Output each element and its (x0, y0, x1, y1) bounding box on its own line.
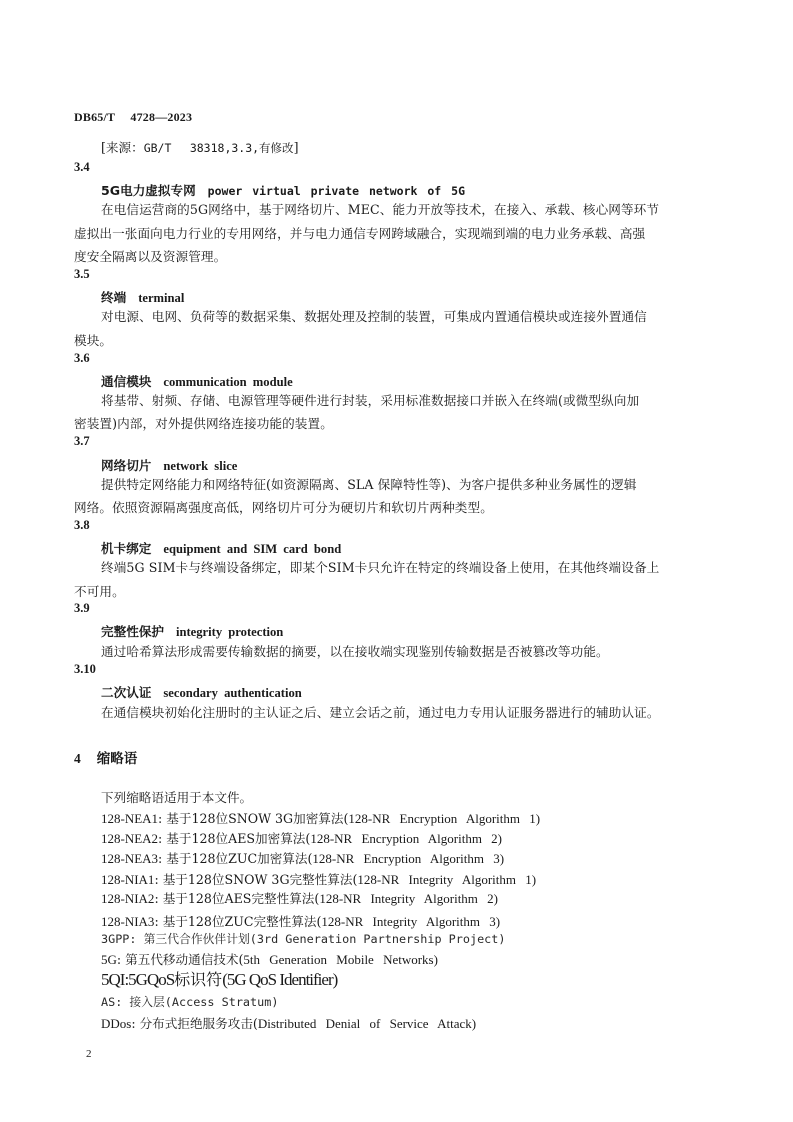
abbr-code: 128-NEA1 (101, 811, 159, 826)
source-suffix: ] (293, 140, 299, 155)
abbr-sep: : (154, 891, 163, 906)
clause-number: 3.5 (74, 267, 90, 281)
abbr-sep: : (158, 851, 167, 866)
abbreviation-entry (101, 949, 438, 968)
definition-text: 终端5G SIM卡与终端设备绑定，即某个SIM卡只允许在特定的终端设备上使用，在其他终端设备上 (101, 560, 660, 575)
term-en: integrity protection (175, 625, 284, 639)
clause-number: 3.7 (74, 434, 90, 448)
abbr-en: Distributed Denial of Service Attack) (257, 1016, 477, 1031)
abbreviation-entry (101, 808, 540, 827)
term-heading (101, 455, 237, 474)
abbr-zh: : 第五代移动通信技术( (116, 952, 244, 967)
definition-text: 在通信模块初始化注册时的主认证之后、建立会话之前，通过电力专用认证服务器进行的辅助认证。 (101, 705, 660, 720)
clause-number: 3.6 (74, 351, 90, 365)
definition-text: 将基带、射频、存储、电源管理等硬件进行封装，采用标准数据接口并嵌入在终端(或微型纵向加 (101, 393, 640, 408)
abbr-zh: : 分布式拒绝服务攻击( (131, 1016, 258, 1031)
clause-number: 3.8 (74, 518, 90, 532)
abbreviation-entry (101, 869, 536, 888)
page-number: 2 (86, 1048, 92, 1060)
abbr-en: 128-NR Encryption Algorithm 3) (312, 851, 505, 866)
section-intro: 下列缩略语适用于本文件。 (101, 790, 253, 805)
source-ref: GB/T 38318,3.3,有修改 (143, 141, 294, 155)
abbr-zh: 基于128位AES加密算法( (166, 831, 311, 846)
term-zh: 5G电力虚拟专网 (101, 183, 196, 198)
abbr-sep: : (158, 811, 167, 826)
term-heading (101, 682, 302, 701)
term-en: equipment and SIM card bond (163, 542, 342, 556)
abbr-zh: 基于128位SNOW 3G完整性算法( (162, 872, 358, 887)
definition-text: 不可用。 (74, 584, 125, 599)
abbreviation-entry (101, 967, 337, 990)
term-en: network slice (163, 459, 238, 473)
abbreviation-entry (101, 1013, 476, 1032)
definition-text: 在电信运营商的5G网络中，基于网络切片、MEC、能力开放等技术，在接入、承载、核心网等环节 (101, 202, 660, 217)
definition-text: 通过哈希算法形成需要传输数据的摘要，以在接收端实现鉴别传输数据是否被篡改等功能。 (101, 644, 609, 659)
term-en: secondary authentication (163, 686, 302, 700)
abbreviation-entry (101, 828, 502, 847)
abbreviation-entry (101, 911, 500, 930)
definition-text: 密装置)内部，对外提供网络连接功能的装置。 (74, 416, 333, 431)
source-note (101, 137, 298, 156)
abbr-zh: 标识符 (174, 970, 223, 989)
abbr-en: 5th Generation Mobile Networks) (243, 952, 438, 967)
abbreviation-entry (101, 993, 278, 1010)
section-heading (74, 747, 137, 767)
abbr-en: 128-NR Encryption Algorithm 2) (310, 831, 503, 846)
clause-number: 3.10 (74, 662, 96, 676)
abbr-en: 128-NR Encryption Algorithm 1) (348, 811, 541, 826)
abbreviation-entry (101, 930, 505, 947)
section-title: 缩略语 (96, 751, 138, 767)
abbr-code: 5G (101, 952, 117, 967)
term-heading (101, 621, 283, 640)
abbr-code: 3GPP (101, 932, 130, 946)
abbr-code: 128-NIA2 (101, 891, 155, 906)
abbreviation-entry (101, 848, 504, 867)
abbreviation-entry (101, 888, 498, 907)
abbr-text: : 第三代合作伙伴计划(3rd Generation Partnership Project) (129, 932, 506, 946)
abbr-code: 128-NIA1 (101, 872, 155, 887)
abbr-zh: 基于128位ZUC加密算法( (166, 851, 313, 866)
term-zh: 通信模块 (101, 374, 152, 389)
term-heading (101, 371, 293, 390)
abbr-zh: 基于128位ZUC完整性算法( (162, 914, 322, 929)
abbr-code: 128-NIA3 (101, 914, 155, 929)
abbr-text: AS: 接入层(Access Stratum) (101, 995, 279, 1009)
abbr-code: 128-NEA3 (101, 851, 159, 866)
term-en: power virtual private network of 5G (207, 184, 465, 198)
abbr-en: (5G QoS Identifier) (222, 970, 338, 989)
term-zh: 完整性保护 (101, 624, 164, 639)
definition-text: 模块。 (74, 333, 113, 348)
clause-number: 3.4 (74, 160, 90, 174)
abbr-sep: : (158, 831, 167, 846)
term-en: communication module (163, 375, 293, 389)
section-number: 4 (74, 751, 81, 766)
definition-text: 度安全隔离以及资源管理。 (74, 249, 227, 264)
abbr-en: 128-NR Integrity Algorithm 1) (357, 872, 537, 887)
abbr-zh: 基于128位SNOW 3G加密算法( (166, 811, 349, 826)
abbr-en: 128-NR Integrity Algorithm 3) (321, 914, 501, 929)
abbr-zh: 基于128位AES完整性算法( (162, 891, 320, 906)
definition-text: 对电源、电网、负荷等的数据采集、数据处理及控制的装置，可集成内置通信模块或连接外置通信 (101, 309, 647, 324)
source-prefix: [来源： (101, 140, 144, 155)
clause-number: 3.9 (74, 601, 90, 615)
term-heading (101, 538, 341, 557)
term-zh: 终端 (101, 290, 127, 305)
term-zh: 二次认证 (101, 685, 152, 700)
abbr-code: 128-NEA2 (101, 831, 159, 846)
definition-text: 提供特定网络能力和网络特征(如资源隔离、SLA 保障特性等)、为客户提供多种业务属性的逻辑 (101, 477, 637, 492)
abbr-en: 128-NR Integrity Algorithm 2) (319, 891, 498, 906)
term-zh: 机卡绑定 (101, 541, 152, 556)
definition-text: 虚拟出一张面向电力行业的专用网络，并与电力通信专网跨域融合，实现端到端的电力业务承载、高强 (74, 226, 646, 241)
abbr-sep: : (154, 914, 163, 929)
term-en: terminal (138, 291, 185, 305)
abbr-sep: : (154, 872, 163, 887)
standard-code: DB65/T 4728—2023 (74, 110, 193, 124)
term-zh: 网络切片 (101, 458, 152, 473)
abbr-code: 5QI:5GQoS (101, 970, 175, 989)
abbr-code: DDos (101, 1016, 132, 1031)
term-heading (101, 287, 184, 306)
definition-text: 网络。依照资源隔离强度高低，网络切片可分为硬切片和软切片两种类型。 (74, 500, 493, 515)
term-heading (101, 180, 465, 199)
